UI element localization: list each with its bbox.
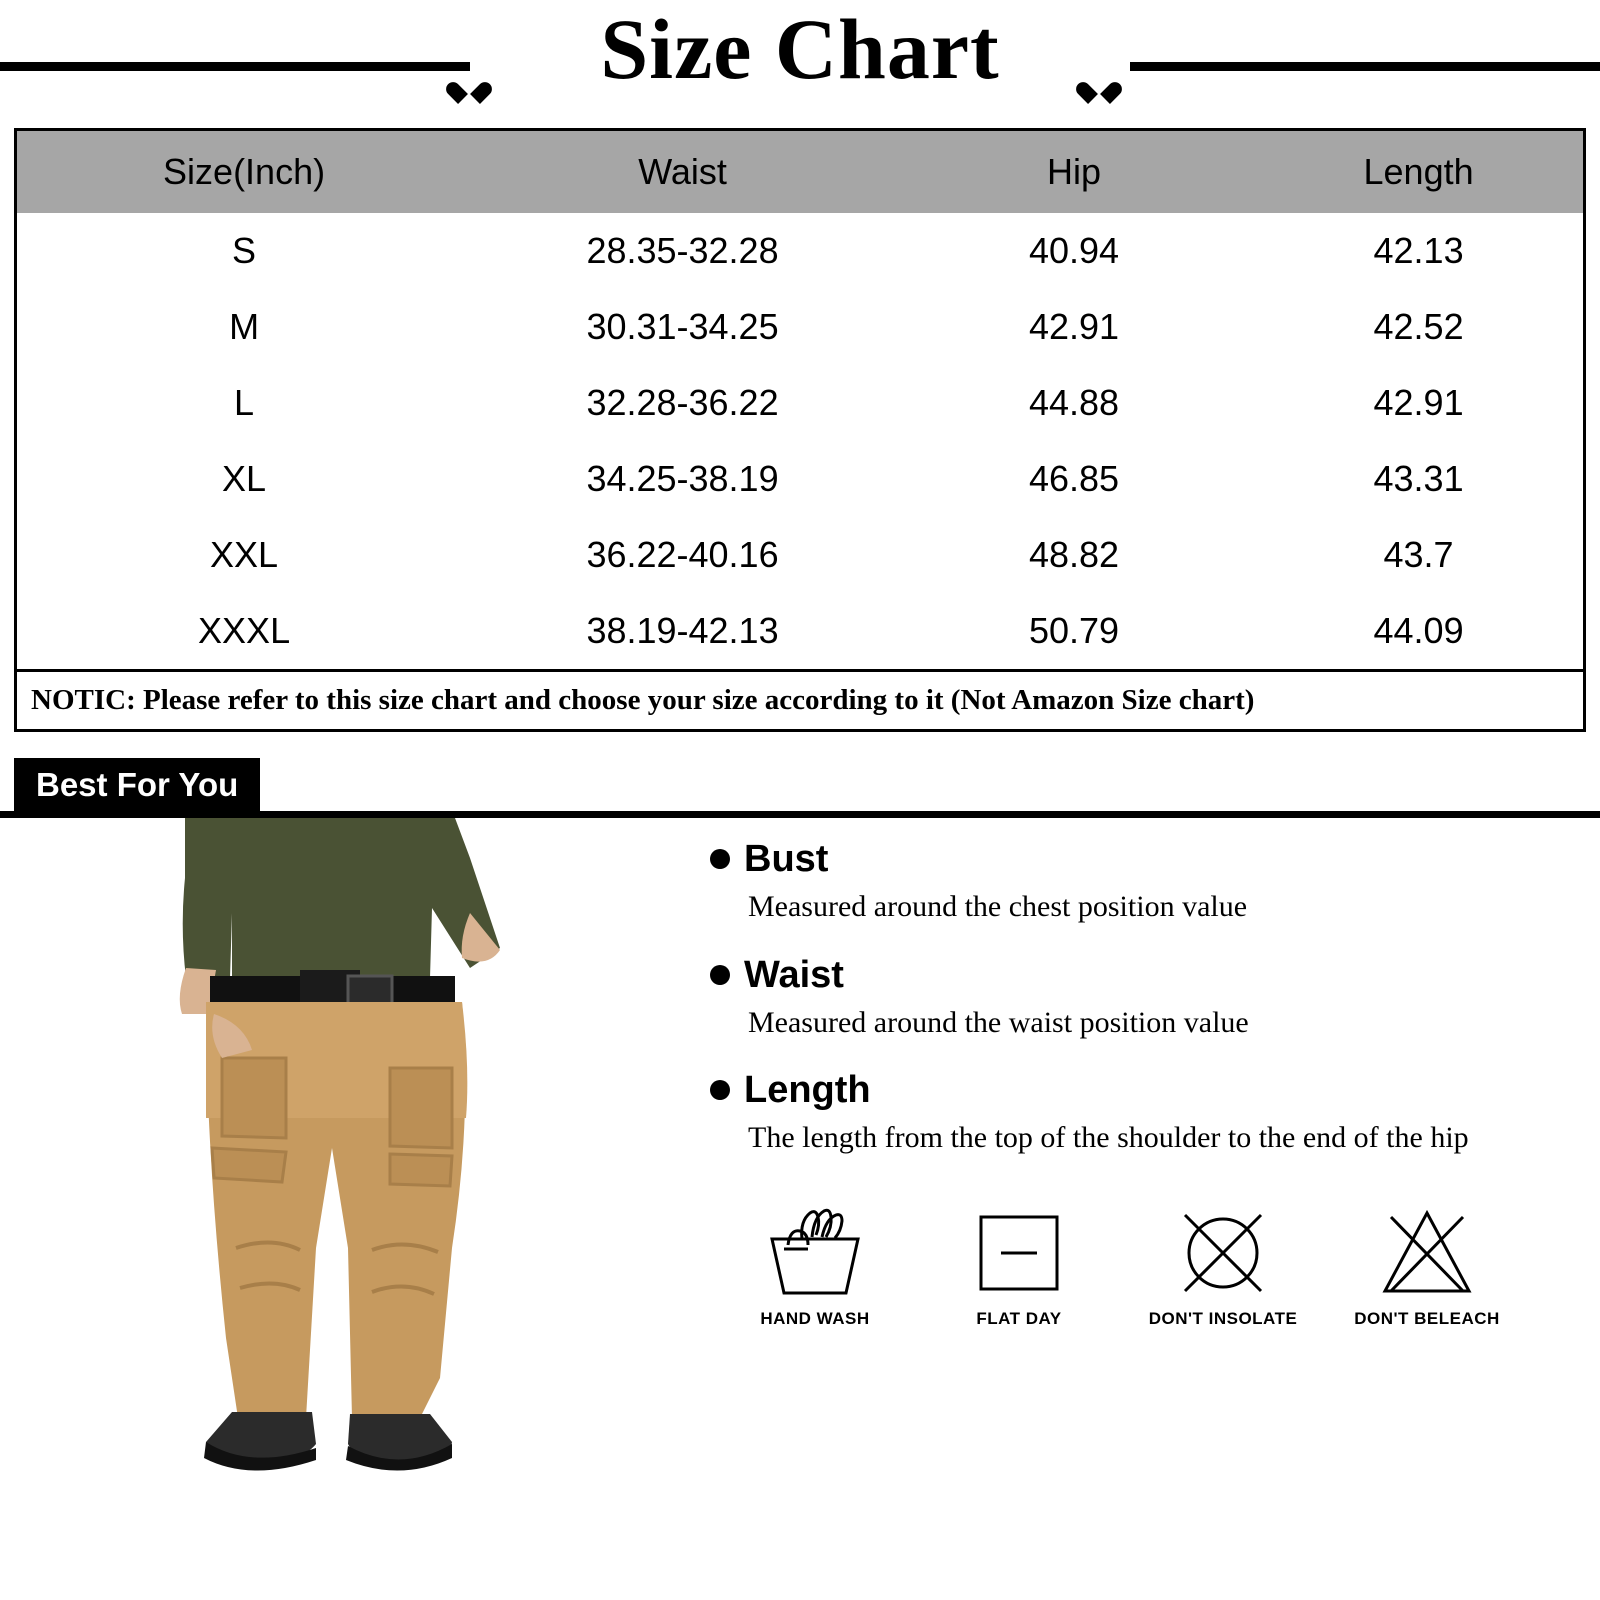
cell-hip: 48.82 <box>1028 534 1120 575</box>
measurement-description: The length from the top of the shoulder to the end of the hip <box>748 1121 1469 1154</box>
measurement-name: Length <box>744 1069 871 1111</box>
bullet-dot-icon <box>710 849 730 869</box>
cell-length: 42.52 <box>1373 306 1464 347</box>
care-item-hand-wash <box>740 1187 890 1329</box>
cell-waist: 32.28-36.22 <box>586 382 779 423</box>
cell-size: L <box>234 382 255 423</box>
cell-waist: 38.19-42.13 <box>586 610 779 651</box>
bottom-section <box>0 818 1600 1478</box>
do-not-beleach-icon <box>1377 1205 1477 1297</box>
hand-wash-icon <box>760 1205 870 1297</box>
cell-hip: 44.88 <box>1028 382 1120 423</box>
table-row <box>17 213 1583 289</box>
cell-length: 43.7 <box>1383 534 1454 575</box>
care-instructions <box>740 1187 1570 1329</box>
cell-size: XXXL <box>198 610 291 651</box>
page-header <box>0 0 1600 118</box>
care-label: DON'T INSOLATE <box>1148 1308 1298 1328</box>
measurement-description: Measured around the waist position value <box>748 1005 1249 1039</box>
cell-waist: 34.25-38.19 <box>586 458 779 499</box>
cell-waist: 28.35-32.28 <box>586 230 779 271</box>
cell-size: M <box>229 306 260 347</box>
cell-waist: 36.22-40.16 <box>586 534 779 575</box>
measurement-description: Measured around the chest position value <box>748 890 1248 923</box>
flat-dry-icon <box>973 1205 1065 1297</box>
do-not-insolate-icon <box>1173 1205 1273 1297</box>
table-row <box>17 593 1583 669</box>
bullet-dot-icon <box>710 1080 730 1100</box>
care-label: FLAT DAY <box>976 1308 1062 1328</box>
table-row <box>17 441 1583 517</box>
cell-length: 42.91 <box>1373 382 1464 423</box>
product-photo <box>0 818 690 1478</box>
page-title: Size Chart <box>600 1 1000 97</box>
banner-rule <box>0 811 1600 818</box>
care-item-do-not-iron <box>1148 1187 1298 1329</box>
cell-size: XXL <box>210 534 279 575</box>
table-row <box>17 365 1583 441</box>
care-label: DON'T BELEACH <box>1354 1308 1500 1328</box>
cell-length: 44.09 <box>1373 610 1464 651</box>
measurement-guide <box>690 818 1600 1478</box>
measurement-bust <box>710 840 1570 926</box>
cell-size: XL <box>222 458 267 499</box>
measurement-length <box>710 1071 1570 1157</box>
cell-length: 43.31 <box>1373 458 1464 499</box>
column-header-size: Size(Inch) <box>17 131 471 213</box>
model-illustration <box>0 818 690 1478</box>
cell-hip: 40.94 <box>1028 230 1120 271</box>
size-chart-notice: NOTIC: Please refer to this size chart and choose your size according to it (Not Amazon Size chart) <box>17 669 1583 729</box>
column-header-length: Length <box>1254 131 1583 213</box>
cell-hip: 42.91 <box>1028 306 1120 347</box>
table-header-row <box>17 131 1583 213</box>
care-item-flat-dry <box>944 1187 1094 1329</box>
best-for-you-banner <box>0 758 1600 818</box>
cell-length: 42.13 <box>1373 230 1464 271</box>
table-row <box>17 289 1583 365</box>
size-chart-table <box>14 128 1586 732</box>
measurement-name: Waist <box>744 953 844 996</box>
banner-label: Best For You <box>14 758 260 813</box>
cell-hip: 50.79 <box>1028 610 1120 651</box>
column-header-waist: Waist <box>471 131 894 213</box>
measurement-name: Bust <box>744 838 829 880</box>
table-row <box>17 517 1583 593</box>
cell-size: S <box>232 230 257 271</box>
care-label: HAND WASH <box>760 1308 870 1328</box>
care-item-do-not-bleach <box>1352 1187 1502 1329</box>
bullet-dot-icon <box>710 965 730 985</box>
cell-waist: 30.31-34.25 <box>586 306 779 347</box>
measurement-waist <box>710 953 1570 1042</box>
column-header-hip: Hip <box>894 131 1254 213</box>
cell-hip: 46.85 <box>1028 458 1120 499</box>
